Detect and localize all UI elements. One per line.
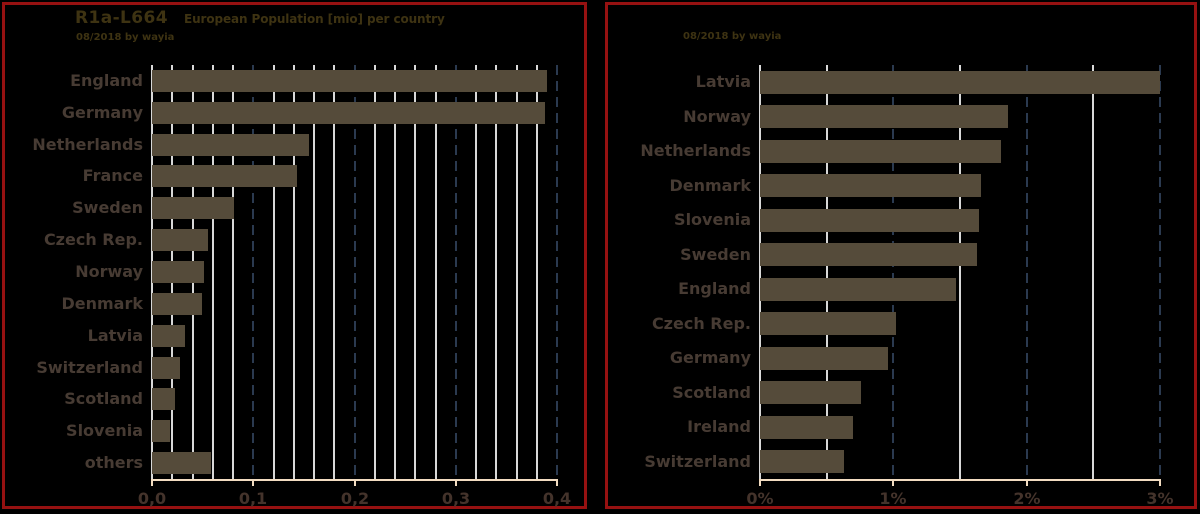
- plot-area: [137, 65, 572, 508]
- bar-scotland: [152, 388, 175, 410]
- category-label: Sweden: [72, 198, 143, 218]
- category-label: Latvia: [87, 325, 143, 345]
- chart-title-haplogroup: R1a-L664: [75, 8, 168, 28]
- x-axis-tick-label: 0,0: [137, 489, 167, 508]
- category-label: Ireland: [687, 417, 751, 437]
- gridline-solid: [273, 65, 275, 479]
- gridline-solid: [435, 65, 437, 479]
- chart-title-text: European Population [mio] per country: [183, 12, 445, 26]
- category-label: Czech Rep.: [651, 313, 751, 333]
- gridline-solid: [536, 65, 538, 479]
- bar-denmark: [152, 293, 202, 315]
- bar-norway: [152, 261, 204, 283]
- category-label: England: [678, 279, 751, 299]
- bar-others: [152, 452, 211, 474]
- gridline-solid: [212, 65, 214, 479]
- bar-ireland: [760, 416, 853, 439]
- gridline-solid: [374, 65, 376, 479]
- bar-switzerland: [152, 357, 180, 379]
- category-label: Norway: [75, 262, 143, 281]
- bar-france: [152, 165, 297, 187]
- chart-subtitle: 08/2018 by wayia: [683, 31, 782, 42]
- bar-slovenia: [152, 420, 170, 442]
- bar-sweden: [760, 243, 977, 266]
- bar-latvia: [760, 71, 1160, 94]
- category-label: Scotland: [672, 382, 751, 402]
- bar-switzerland: [760, 450, 844, 473]
- category-label: England: [70, 70, 143, 90]
- gridline-dashed: [354, 65, 356, 479]
- x-axis-tick-label: 0,1: [238, 489, 268, 508]
- gridline-solid: [394, 65, 396, 479]
- bar-netherlands: [760, 140, 1001, 163]
- gridline-dashed: [1159, 65, 1161, 479]
- bar-england: [152, 70, 547, 92]
- bar-sweden: [152, 197, 234, 219]
- category-label: Slovenia: [674, 210, 751, 230]
- gridline-solid: [333, 65, 335, 479]
- x-axis-tick: [354, 481, 356, 486]
- category-label: France: [82, 166, 143, 186]
- right-chart-panel: [605, 2, 1197, 509]
- gridline-solid: [516, 65, 518, 479]
- plot-area: [746, 65, 1174, 508]
- category-label: Denmark: [669, 175, 751, 195]
- gridline-solid: [495, 65, 497, 479]
- category-label: Germany: [669, 348, 751, 368]
- x-axis-tick-label: 0,2: [340, 489, 370, 508]
- x-axis-line: [759, 479, 1161, 481]
- gridline-solid: [293, 65, 295, 479]
- bar-germany: [760, 347, 888, 370]
- population-bar-chart: [5, 5, 584, 506]
- category-label: Denmark: [61, 293, 143, 313]
- left-chart-panel: [2, 2, 587, 509]
- x-axis-tick-label: 3%: [1146, 489, 1174, 508]
- bar-england: [760, 278, 956, 301]
- gridline-dashed: [252, 65, 254, 479]
- category-label: Slovenia: [66, 421, 143, 441]
- category-label: Norway: [683, 106, 751, 126]
- x-axis-tick: [455, 481, 457, 486]
- category-label: Switzerland: [36, 357, 143, 377]
- x-axis-tick: [1159, 481, 1161, 486]
- gridline-solid: [313, 65, 315, 479]
- category-label: Scotland: [64, 389, 143, 409]
- x-axis-tick: [556, 481, 558, 486]
- percentage-bar-chart: [608, 5, 1194, 506]
- x-axis-tick: [892, 481, 894, 486]
- x-axis-tick: [1026, 481, 1028, 486]
- x-axis-tick-label: 0,3: [441, 489, 471, 508]
- gridline-solid: [1092, 65, 1094, 479]
- category-label: Netherlands: [640, 141, 751, 161]
- bar-czech-rep: [760, 312, 896, 335]
- bar-czech-rep: [152, 229, 208, 251]
- bar-scotland: [760, 381, 861, 404]
- bar-latvia: [152, 325, 185, 347]
- bar-denmark: [760, 174, 981, 197]
- category-label: Switzerland: [644, 451, 751, 471]
- gridline-dashed: [1026, 65, 1028, 479]
- x-axis-tick: [151, 481, 153, 486]
- gridline-solid: [232, 65, 234, 479]
- gridline-solid: [414, 65, 416, 479]
- category-label: Czech Rep.: [43, 230, 143, 250]
- gridline-dashed: [556, 65, 558, 479]
- x-axis-tick: [252, 481, 254, 486]
- category-label: Netherlands: [32, 134, 143, 154]
- bar-netherlands: [152, 134, 309, 156]
- bar-norway: [760, 105, 1008, 128]
- category-label: others: [84, 453, 143, 473]
- bar-slovenia: [760, 209, 979, 232]
- bar-germany: [152, 102, 545, 124]
- x-axis-tick-label: 0,4: [542, 489, 572, 508]
- gridline-dashed: [455, 65, 457, 479]
- x-axis-tick-label: 1%: [879, 489, 907, 508]
- gridline-solid: [475, 65, 477, 479]
- category-label: Germany: [61, 102, 143, 122]
- category-label: Latvia: [695, 72, 751, 92]
- x-axis-tick-label: 0%: [746, 489, 774, 508]
- category-label: Sweden: [680, 244, 751, 264]
- chart-subtitle: 08/2018 by wayia: [76, 32, 175, 43]
- x-axis-tick: [759, 481, 761, 486]
- x-axis-tick-label: 2%: [1013, 489, 1041, 508]
